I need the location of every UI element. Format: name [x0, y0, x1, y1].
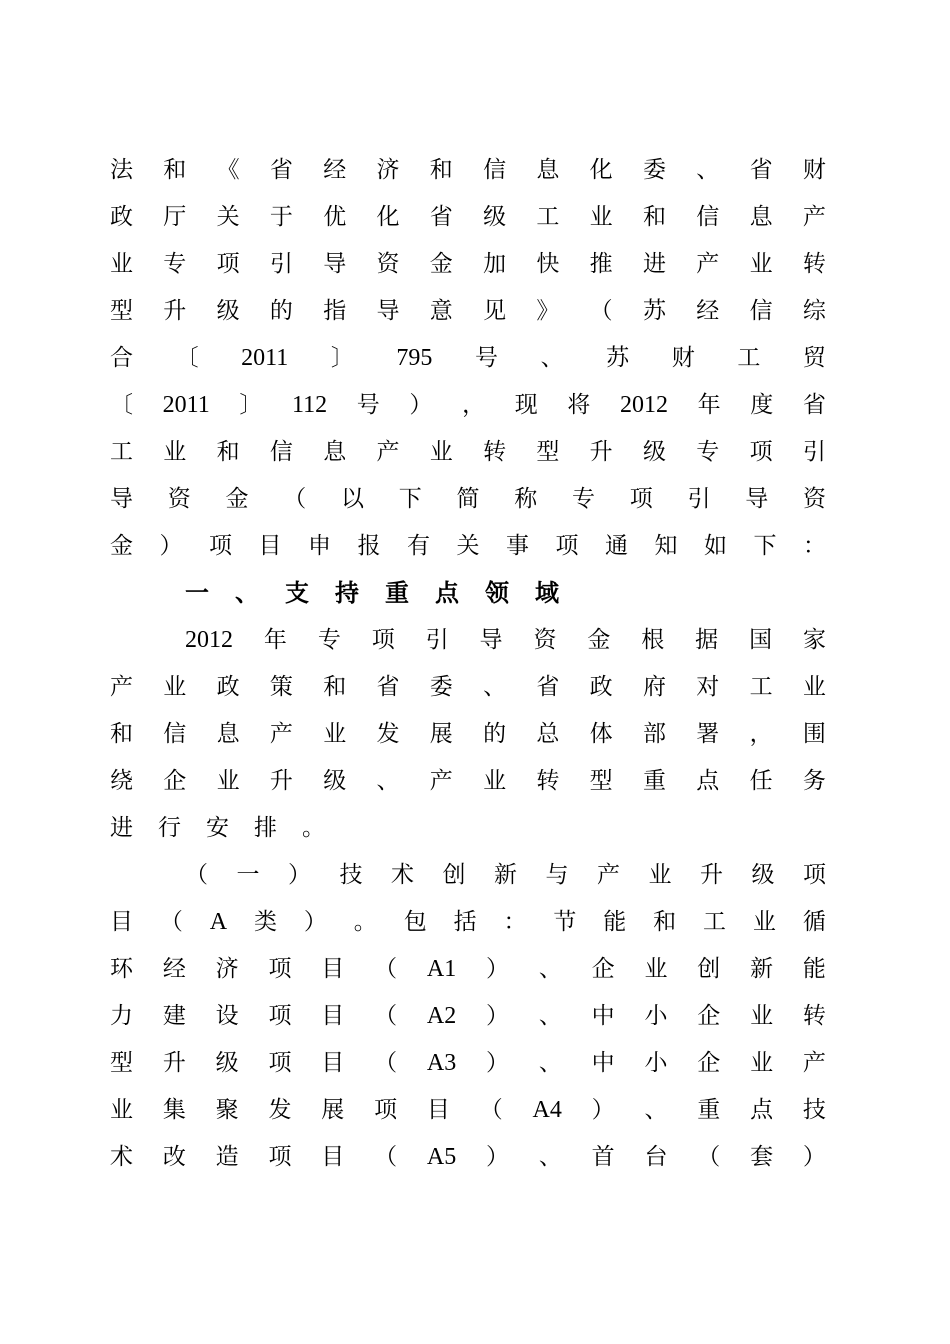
- body-text-line: 业 集 聚 发 展 项 目 （ A4 ） 、 重 点 技: [110, 1097, 826, 1123]
- body-text-line: 进 行 安 排 。: [110, 815, 325, 841]
- body-text-line: 法 和 《 省 经 济 和 信 息 化 委 、 省 财: [110, 157, 826, 183]
- body-text-line: 型 升 级 项 目 （ A3 ） 、 中 小 企 业 产: [110, 1050, 826, 1076]
- body-text-line: 业 专 项 引 导 资 金 加 快 推 进 产 业 转: [110, 251, 826, 277]
- subsection-text-line: （ 一 ） 技 术 创 新 与 产 业 升 级 项: [185, 862, 826, 888]
- body-text-line: 目 （ A 类 ） 。 包 括 ： 节 能 和 工 业 循: [110, 909, 826, 935]
- body-text-line: 术 改 造 项 目 （ A5 ） 、 首 台 （ 套 ）: [110, 1144, 826, 1170]
- body-text-line: 金 ） 项 目 申 报 有 关 事 项 通 知 如 下 ：: [110, 533, 826, 559]
- body-text-line: 型 升 级 的 指 导 意 见 》 （ 苏 经 信 综: [110, 298, 826, 324]
- body-text-line: 环 经 济 项 目 （ A1 ） 、 企 业 创 新 能: [110, 956, 826, 982]
- body-text-line: 导 资 金 （ 以 下 简 称 专 项 引 导 资: [110, 486, 826, 512]
- body-text-line: 和 信 息 产 业 发 展 的 总 体 部 署 ， 围: [110, 721, 826, 747]
- body-text-line: 工 业 和 信 息 产 业 转 型 升 级 专 项 引: [110, 439, 826, 465]
- body-text-line: 政 厅 关 于 优 化 省 级 工 业 和 信 息 产: [110, 204, 826, 230]
- body-text-line: 〔 2011 〕 112 号 ） ， 现 将 2012 年 度 省: [110, 392, 826, 418]
- body-text-line: 绕 企 业 升 级 、 产 业 转 型 重 点 任 务: [110, 768, 826, 794]
- body-text-line: 2012 年 专 项 引 导 资 金 根 据 国 家: [185, 627, 826, 653]
- section-heading: 一 、 支 持 重 点 领 域: [185, 579, 559, 607]
- body-text-line: 力 建 设 项 目 （ A2 ） 、 中 小 企 业 转: [110, 1003, 826, 1029]
- body-text-line: 合 〔 2011 〕 795 号 、 苏 财 工 贸: [110, 345, 826, 371]
- body-text-line: 产 业 政 策 和 省 委 、 省 政 府 对 工 业: [110, 674, 826, 700]
